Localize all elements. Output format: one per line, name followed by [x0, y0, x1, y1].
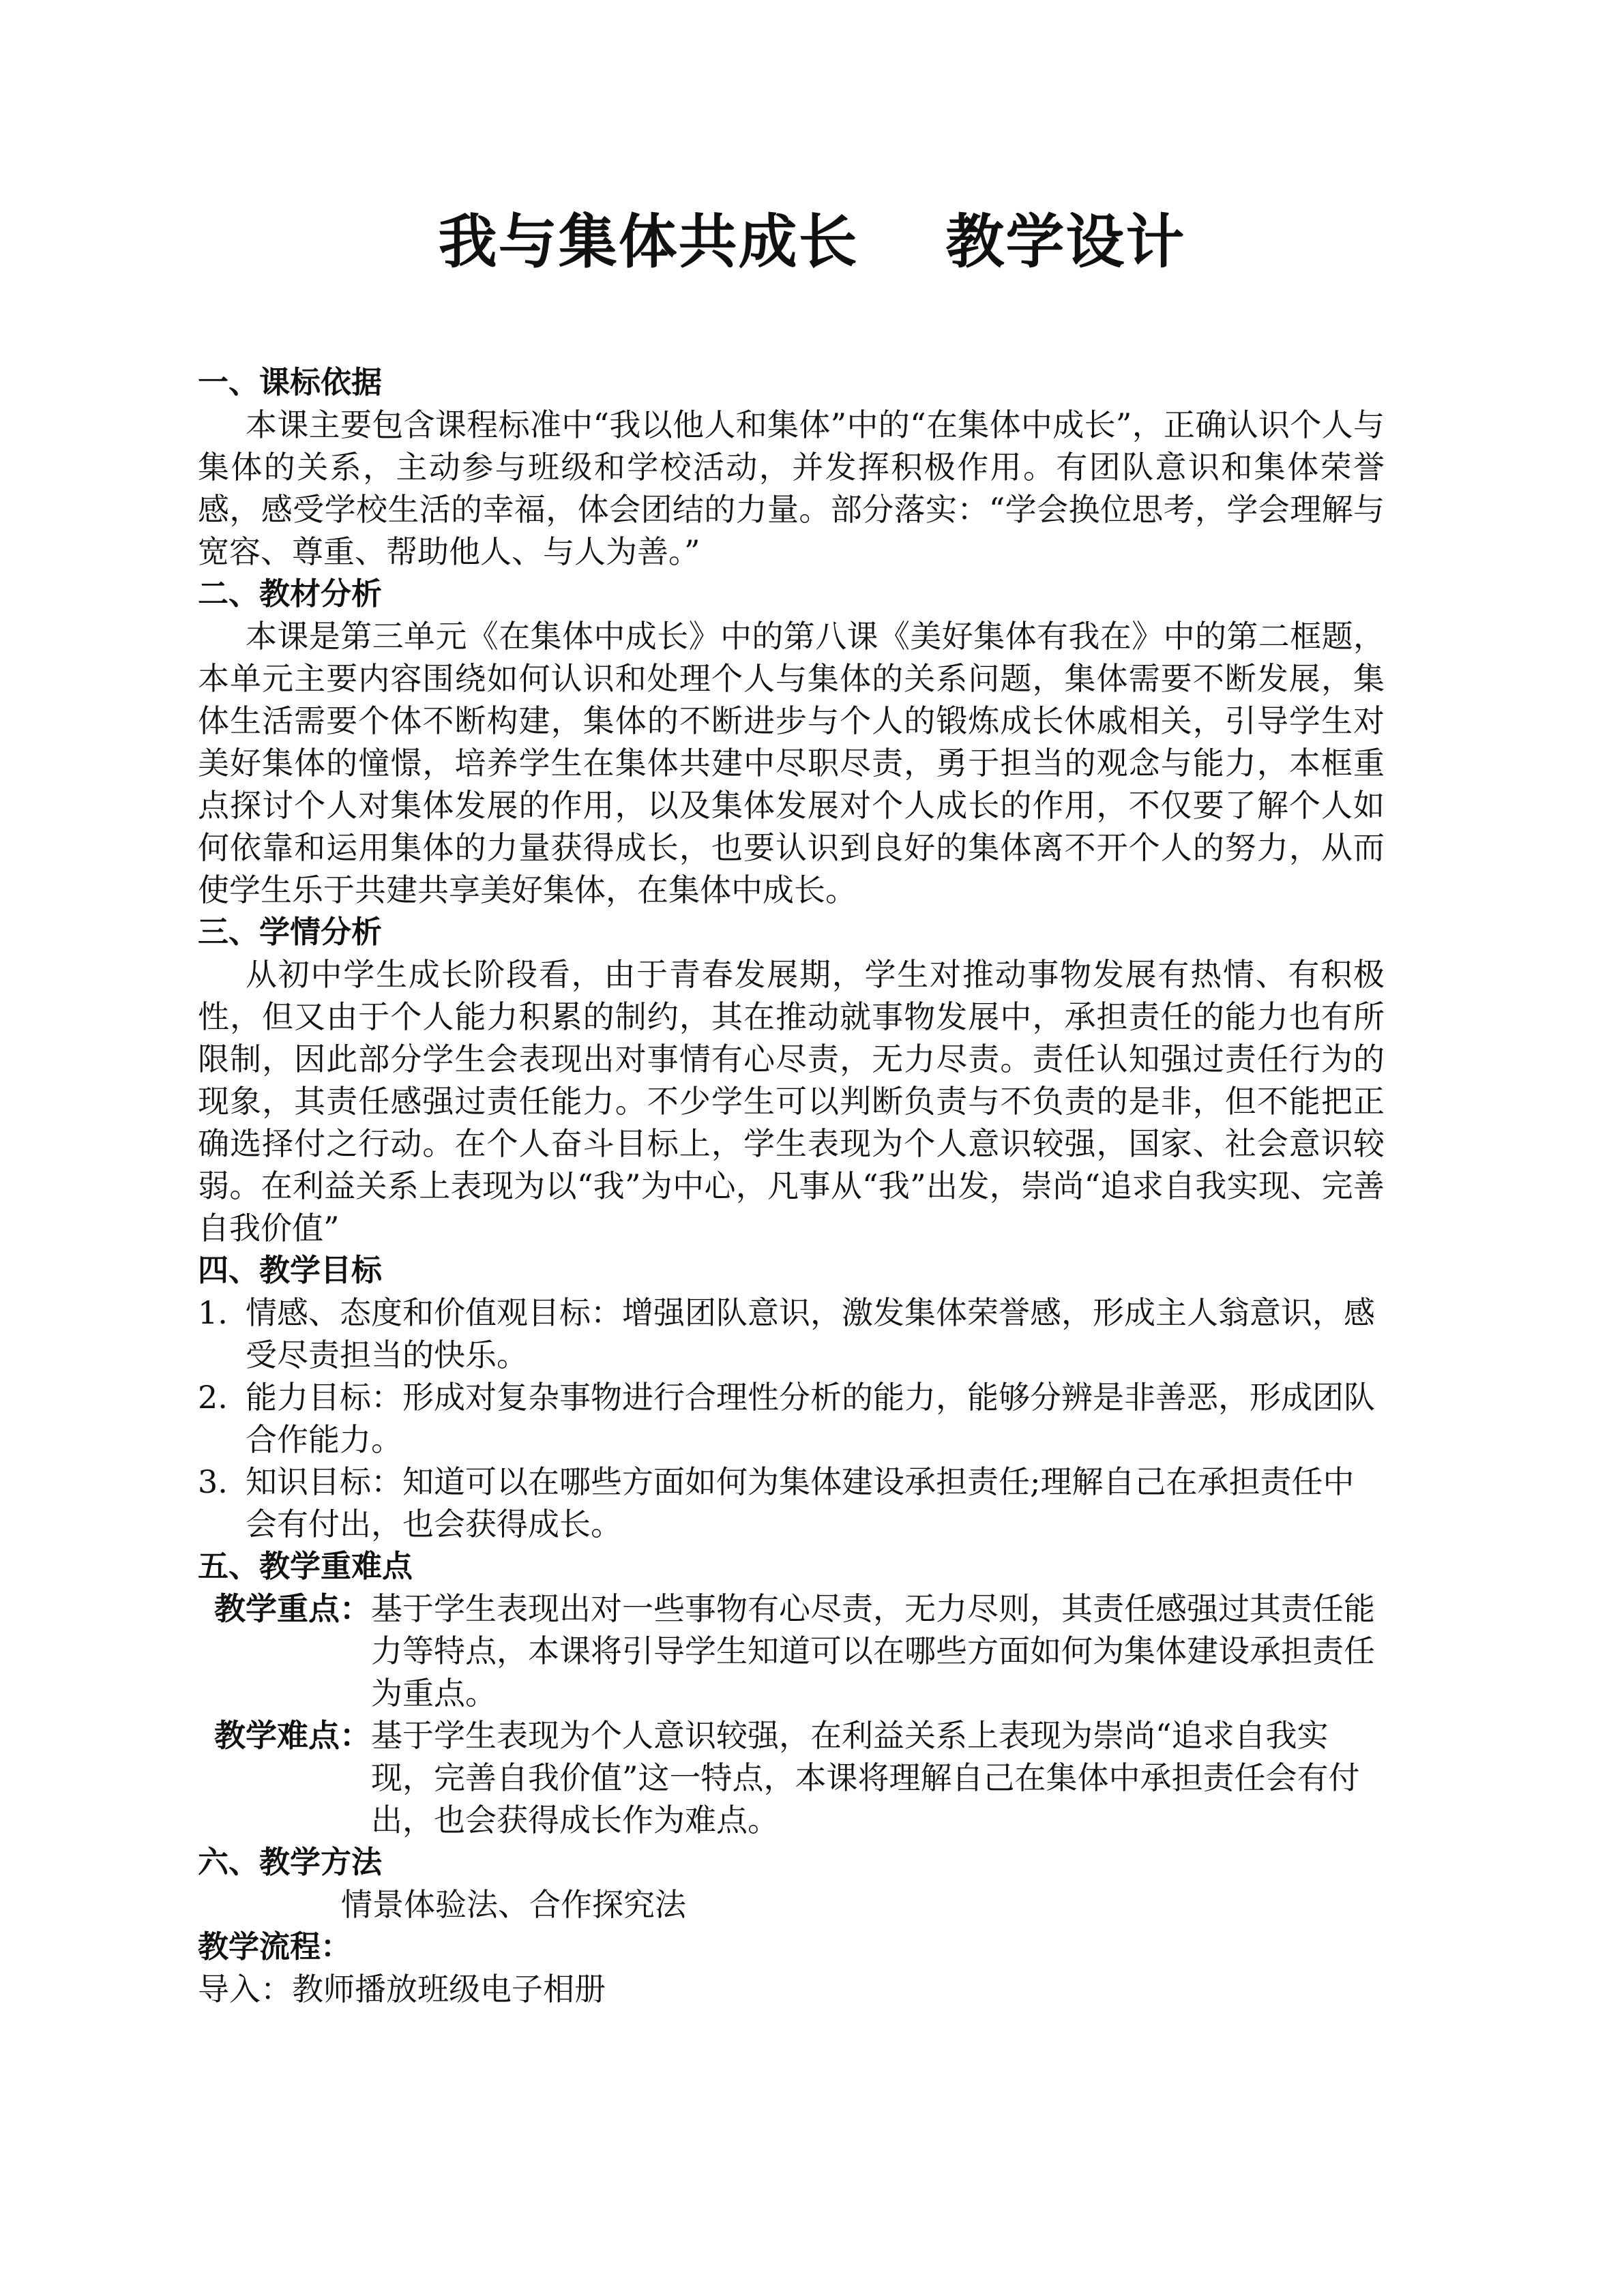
document-body: [198, 361, 1385, 2010]
list-item: [198, 1292, 1385, 1376]
teaching-goals-list: [198, 1292, 1385, 1545]
list-item-number: 2.: [198, 1379, 228, 1416]
section-heading-teaching-goals: 四、教学目标: [198, 1252, 383, 1288]
list-item-number: 3.: [198, 1463, 228, 1500]
paragraph-curriculum-basis: 本课主要包含课程标准中“我以他人和集体”中的“在集体中成长”，正确认识个人与集体的关系，主动参与班级和学校活动，并发挥积极作用。有团队意识和集体荣誉感，感受学校生活的幸福，体会团结的力量。部分落实：“学会换位思考，学会理解与宽容、尊重、帮助他人、与人为善。”: [198, 406, 1385, 570]
teaching-methods-text: 情景体验法、合作探究法: [341, 1886, 686, 1923]
list-item-text: 知识目标：知道可以在哪些方面如何为集体建设承担责任;理解自己在承担责任中会有付出，也会获得成长。: [246, 1463, 1355, 1542]
section-heading-student-analysis: 三、学情分析: [198, 914, 383, 950]
difficult-point-label: 教学难点：: [214, 1717, 371, 1754]
list-item-text: 能力目标：形成对复杂事物进行合理性分析的能力，能够分辨是非善恶，形成团队合作能力。: [246, 1379, 1375, 1458]
section-heading-textbook-analysis: 二、教材分析: [198, 576, 383, 612]
key-point-block: [198, 1587, 1385, 1714]
paragraph-student-analysis: 从初中学生成长阶段看，由于青春发展期，学生对推动事物发展有热情、有积极性，但又由于个人能力积累的制约，其在推动就事物发展中，承担责任的能力也有所限制，因此部分学生会表现出对事情有心尽责，无力尽责。责任认知强过责任行为的现象，其责任感强过责任能力。不少学生可以判断负责与不负责的是非，但不能把正确选择付之行动。在个人奋斗目标上，学生表现为个人意识较强，国家、社会意识较弱。在利益关系上表现为以“我”为中心，凡事从“我”出发，崇尚“追求自我实现、完善自我价值”: [198, 956, 1385, 1247]
list-item: [198, 1376, 1385, 1461]
difficult-point-block: [198, 1714, 1385, 1841]
key-point-text: 基于学生表现出对一些事物有心尽责，无力尽则，其责任感强过其责任能力等特点，本课将引导学生知道可以在哪些方面如何为集体建设承担责任为重点。: [371, 1590, 1375, 1712]
paragraph-textbook-analysis: 本课是第三单元《在集体中成长》中的第八课《美好集体有我在》中的第二框题，本单元主要内容围绕如何认识和处理个人与集体的关系问题，集体需要不断发展，集体生活需要个体不断构建，集体的不断进步与个人的锻炼成长休戚相关，引导学生对美好集体的憧憬，培养学生在集体共建中尽职尽责，勇于担当的观念与能力，本框重点探讨个人对集体发展的作用，以及集体发展对个人成长的作用，不仅要了解个人如何依靠和运用集体的力量获得成长，也要认识到良好的集体离不开个人的努力，从而使学生乐于共建共享美好集体，在集体中成长。: [198, 618, 1385, 908]
list-item: [198, 1461, 1385, 1545]
section-heading-teaching-process: 教学流程：: [198, 1928, 352, 1965]
key-point-label: 教学重点：: [214, 1590, 371, 1627]
document-title: 我与集体共成长 教学设计: [438, 208, 1186, 276]
difficult-point-text: 基于学生表现为个人意识较强，在利益关系上表现为崇尚“追求自我实现，完善自我价值”这一特点，本课将理解自己在集体中承担责任会有付出，也会获得成长作为难点。: [371, 1717, 1360, 1838]
list-item-text: 情感、态度和价值观目标：增强团队意识，激发集体荣誉感，形成主人翁意识，感受尽责担当的快乐。: [246, 1294, 1375, 1373]
section-heading-curriculum-basis: 一、课标依据: [198, 364, 383, 400]
list-item-number: 1.: [198, 1294, 228, 1331]
section-heading-key-difficult-points: 五、教学重难点: [198, 1548, 413, 1584]
teaching-process-intro: 导入：教师播放班级电子相册: [198, 1971, 606, 2008]
section-heading-teaching-methods: 六、教学方法: [198, 1844, 383, 1880]
